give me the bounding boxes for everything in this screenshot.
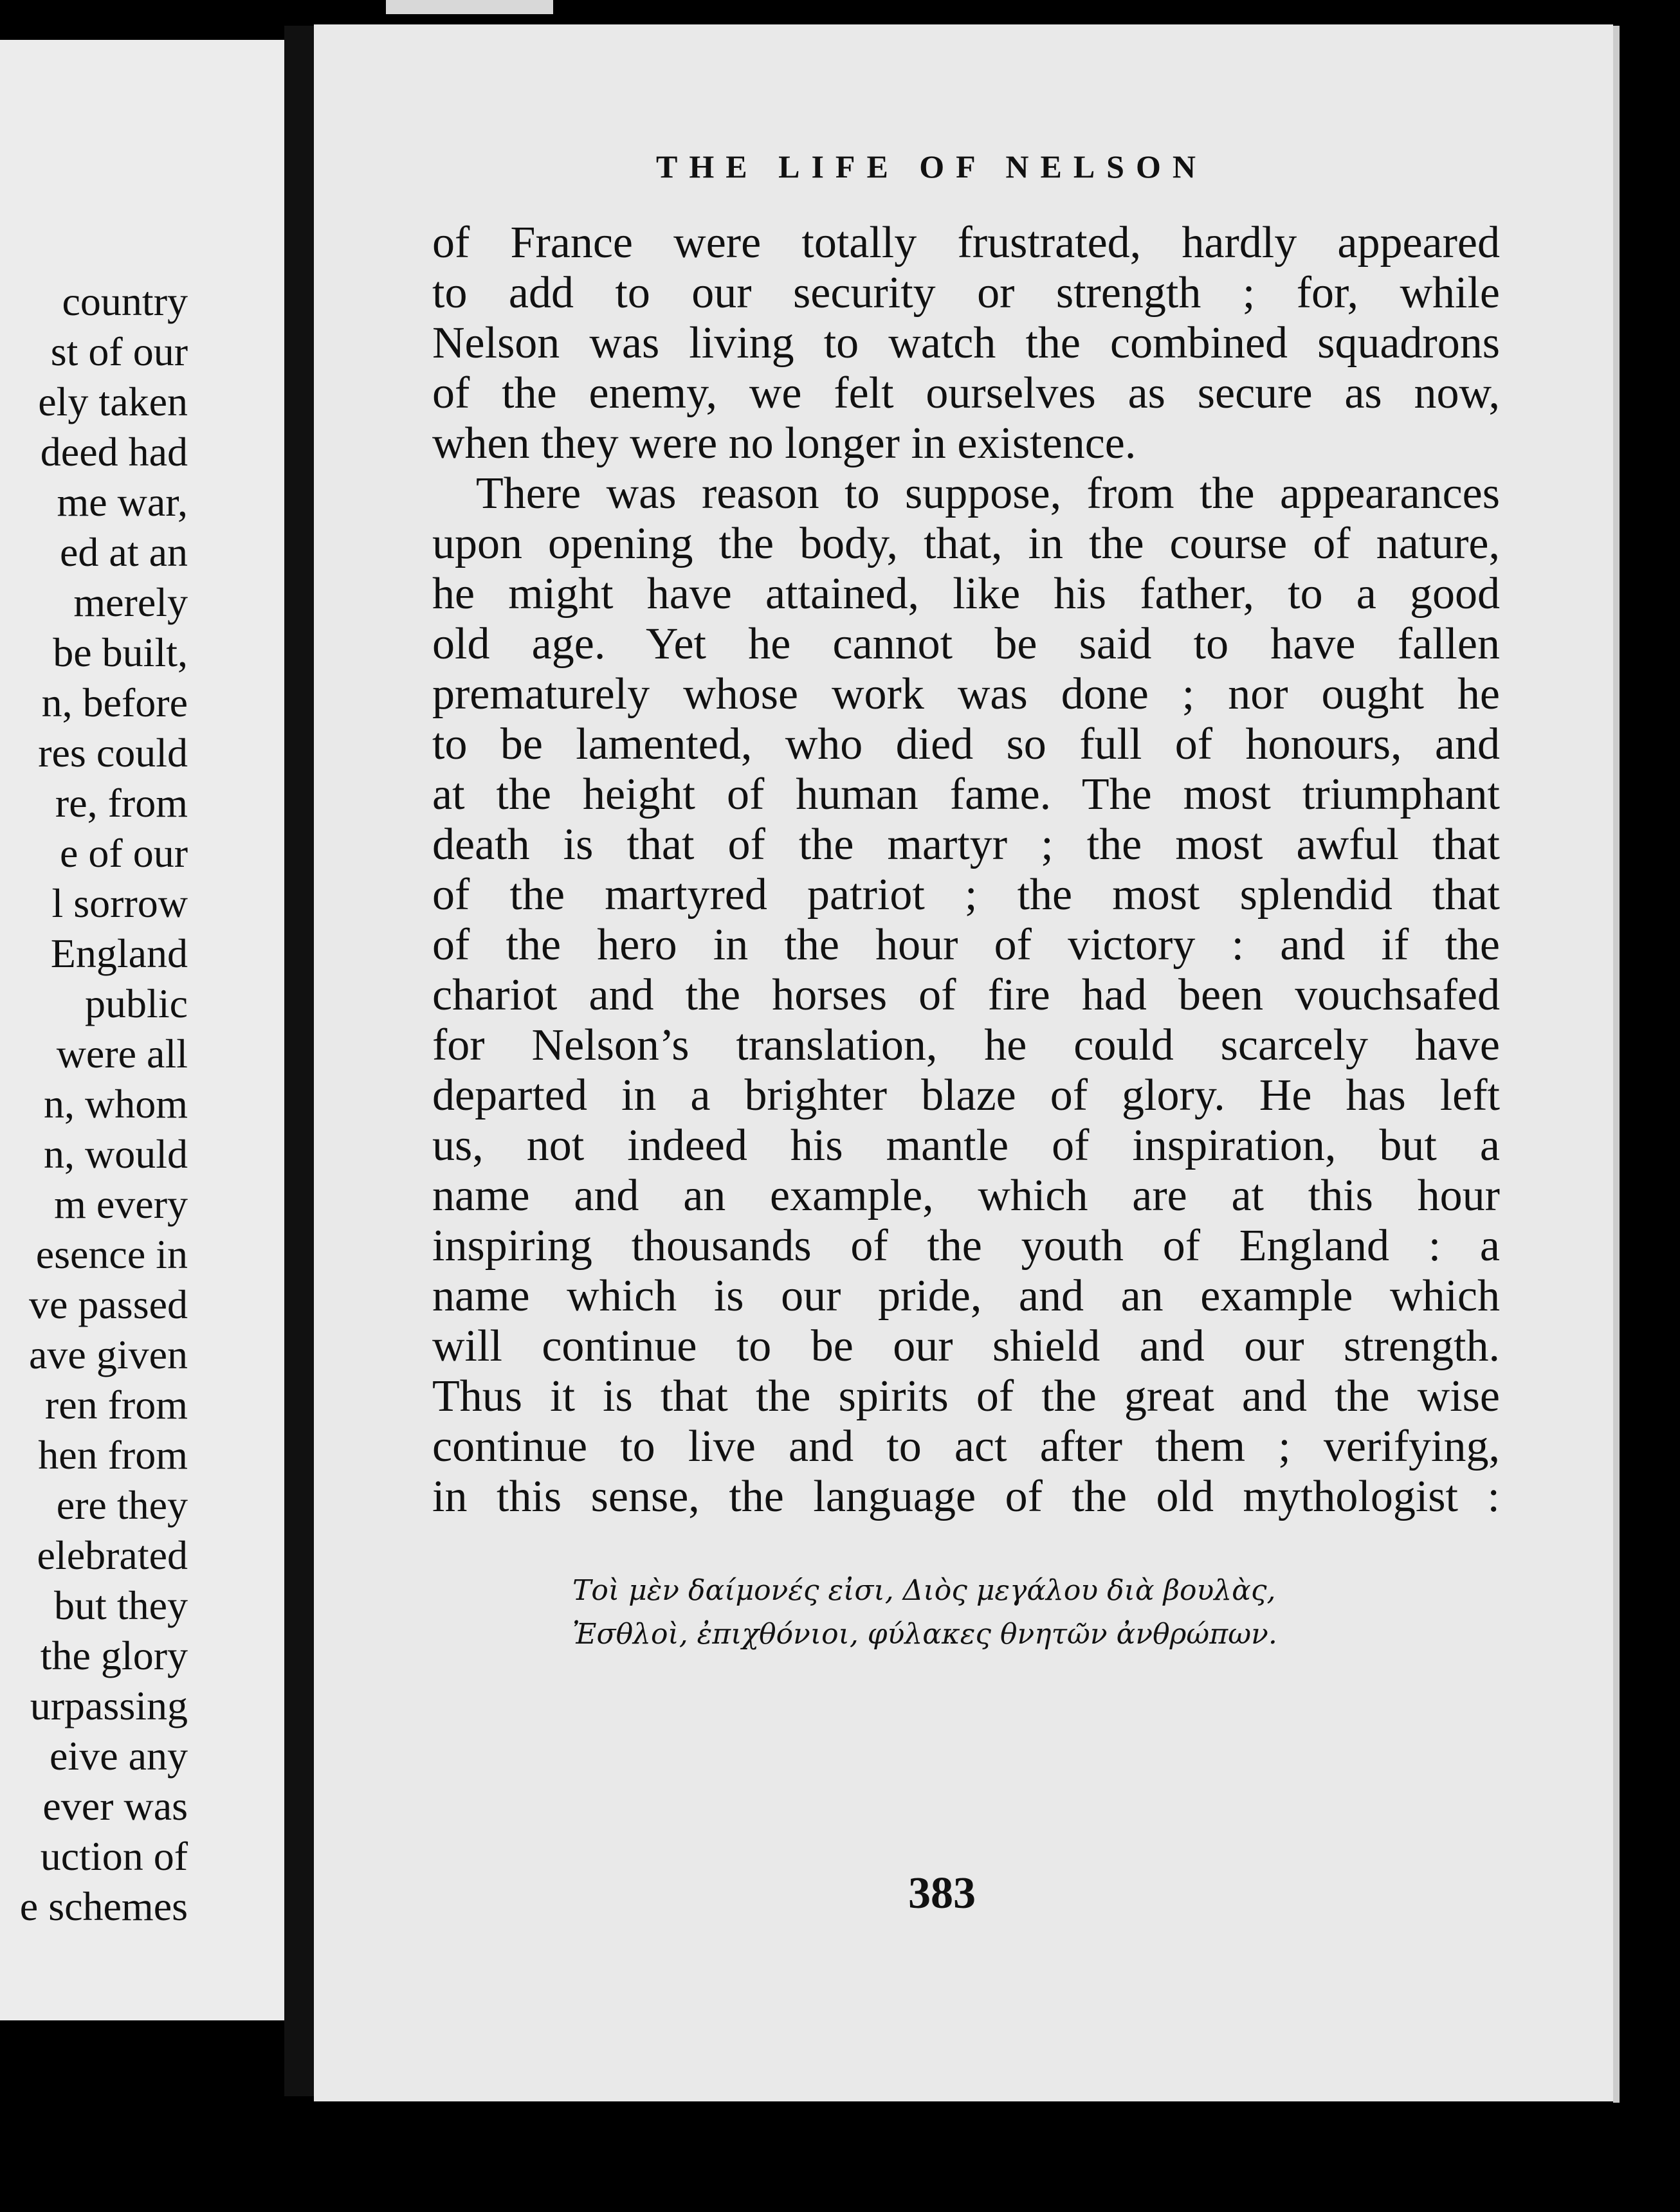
body-line: inspiring thousands of the youth of England : a bbox=[432, 1221, 1500, 1271]
left-page-line: ed at an bbox=[60, 529, 188, 575]
left-page-line: be built, bbox=[53, 630, 188, 675]
body-line: he might have attained, like his father, to a good bbox=[432, 569, 1500, 619]
left-page-line: England bbox=[50, 930, 188, 976]
left-page-line: country bbox=[62, 278, 188, 324]
body-line: in this sense, the language of the old mythologist : bbox=[432, 1472, 1500, 1521]
body-line: upon opening the body, that, in the course of nature, bbox=[432, 519, 1500, 568]
body-line: death is that of the martyr ; the most awful that bbox=[432, 820, 1500, 869]
left-page-line: m every bbox=[54, 1181, 188, 1227]
left-page-line: the glory bbox=[40, 1633, 188, 1678]
left-page-line: e of our bbox=[59, 830, 188, 876]
left-page-line: ever was bbox=[42, 1783, 188, 1829]
left-page-line: me war, bbox=[57, 479, 188, 525]
left-page-line: n, would bbox=[44, 1131, 188, 1177]
left-page-line: urpassing bbox=[30, 1683, 188, 1728]
body-line: name which is our pride, and an example which bbox=[432, 1271, 1500, 1321]
body-line: of the enemy, we felt ourselves as secure as now, bbox=[432, 368, 1500, 418]
body-line: to be lamented, who died so full of honours, and bbox=[432, 720, 1500, 769]
left-page-line: eive any bbox=[50, 1733, 188, 1779]
left-page-line: st of our bbox=[50, 329, 188, 374]
left-page-line: ely taken bbox=[38, 379, 188, 424]
body-line: of France were totally frustrated, hardly appeared bbox=[432, 218, 1500, 267]
body-line: of the martyred patriot ; the most splendid that bbox=[432, 870, 1500, 920]
body-line: of the hero in the hour of victory : and if the bbox=[432, 920, 1500, 970]
right-page-edge bbox=[1613, 26, 1620, 2103]
body-line: to add to our security or strength ; for, while bbox=[432, 268, 1500, 318]
left-page-line: uction of bbox=[40, 1833, 188, 1879]
running-head: THE LIFE OF NELSON bbox=[656, 149, 1207, 185]
left-page-line: hen from bbox=[38, 1432, 188, 1478]
left-page-line: re, from bbox=[55, 780, 188, 826]
body-line: Thus it is that the spirits of the great and the wise bbox=[432, 1372, 1500, 1421]
greek-quotation-line: Τοὶ μὲν δαίμονές εἰσι, Διὸς μεγάλου διὰ βουλὰς, bbox=[572, 1574, 1276, 1607]
greek-quotation-line: Ἐσθλοὶ, ἐπιχθόνιοι, φύλακες θνητῶν ἀνθρώπων. bbox=[572, 1618, 1277, 1651]
body-line: us, not indeed his mantle of inspiration, but a bbox=[432, 1121, 1500, 1170]
body-line: chariot and the horses of fire had been vouchsafed bbox=[432, 970, 1500, 1020]
left-page-line: e schemes bbox=[19, 1883, 188, 1929]
left-page-line: merely bbox=[73, 579, 188, 625]
paragraph-first-line: There was reason to suppose, from the appearances bbox=[476, 469, 1500, 518]
left-page-line: ere they bbox=[56, 1482, 188, 1528]
left-page-line: but they bbox=[54, 1582, 188, 1628]
book-gutter bbox=[284, 26, 314, 2096]
left-page-line: deed had bbox=[40, 429, 188, 475]
left-page-line: esence in bbox=[35, 1231, 188, 1277]
left-page-line: elebrated bbox=[37, 1532, 188, 1578]
body-line: will continue to be our shield and our strength. bbox=[432, 1321, 1500, 1371]
body-line: prematurely whose work was done ; nor ought he bbox=[432, 669, 1500, 719]
left-page-line: res could bbox=[38, 730, 188, 775]
body-line: Nelson was living to watch the combined squadrons bbox=[432, 318, 1500, 368]
body-line: when they were no longer in existence. bbox=[432, 419, 1137, 468]
body-line: for Nelson’s translation, he could scarcely have bbox=[432, 1020, 1500, 1070]
left-page-line: ve passed bbox=[28, 1282, 188, 1327]
left-page-line: n, before bbox=[41, 680, 188, 725]
body-line: at the height of human fame. The most triumphant bbox=[432, 770, 1500, 819]
body-line: departed in a brighter blaze of glory. He has left bbox=[432, 1071, 1500, 1120]
body-line: continue to live and to act after them ; verifying, bbox=[432, 1422, 1500, 1471]
left-page-line: were all bbox=[56, 1031, 188, 1076]
page-top-tab bbox=[386, 0, 553, 14]
left-page-line: n, whom bbox=[44, 1081, 188, 1127]
left-page-line: l sorrow bbox=[51, 880, 188, 926]
left-page-line: ave given bbox=[29, 1332, 188, 1377]
left-page bbox=[0, 40, 284, 2020]
left-page-line: public bbox=[85, 981, 188, 1026]
body-line: name and an example, which are at this hour bbox=[432, 1171, 1500, 1220]
body-line: old age. Yet he cannot be said to have fallen bbox=[432, 619, 1500, 669]
page-number: 383 bbox=[908, 1869, 976, 1918]
left-page-line: ren from bbox=[44, 1382, 188, 1428]
